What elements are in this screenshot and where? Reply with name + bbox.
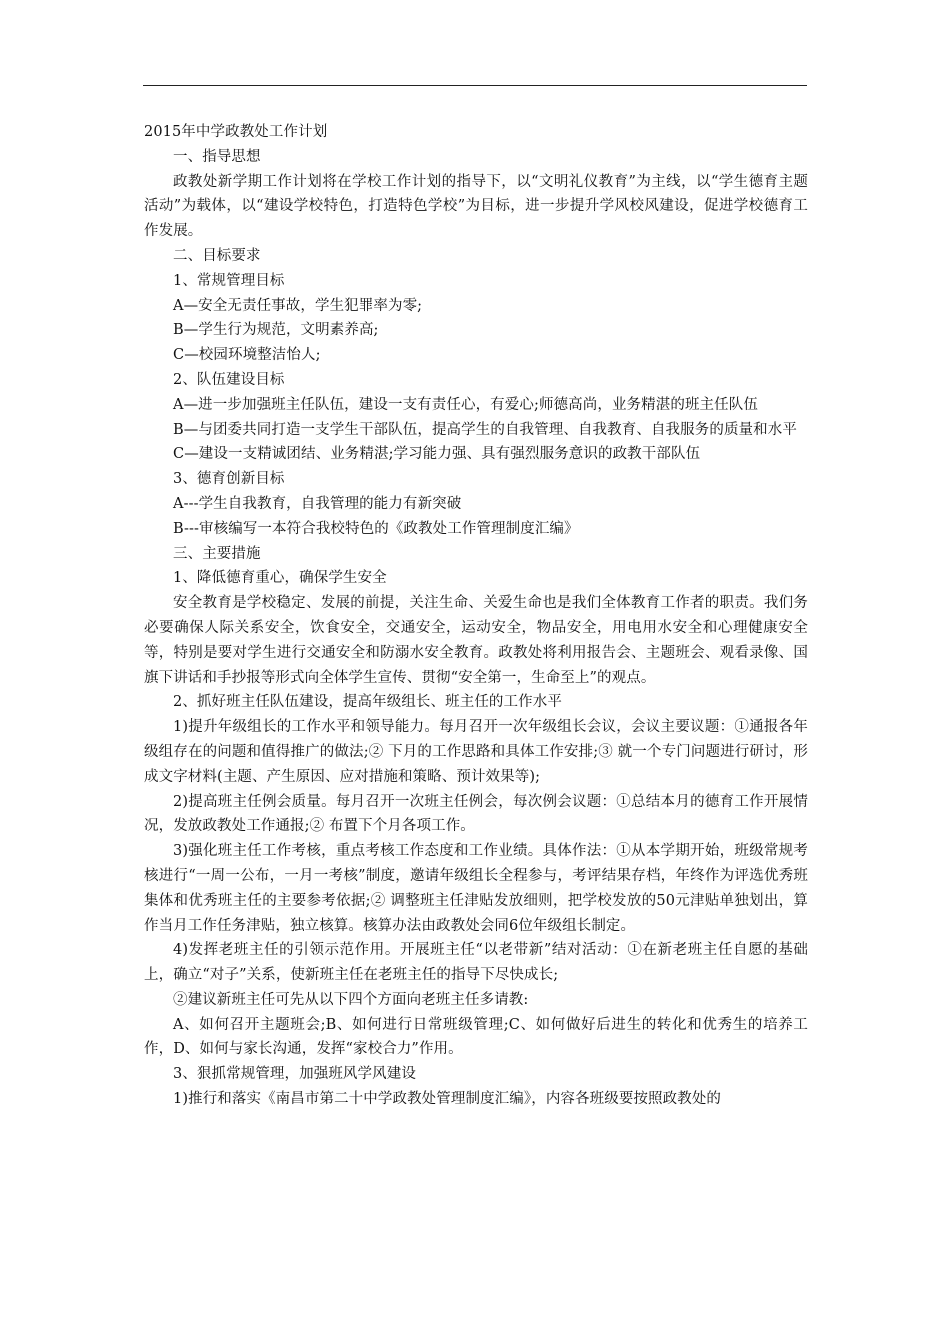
subheading-team-building: 2、队伍建设目标 (173, 371, 285, 388)
list-item: A---学生自我教育，自我管理的能力有新突破 (173, 495, 462, 512)
document-title: 2015年中学政教处工作计划 (144, 124, 328, 140)
paragraph: 政教处新学期工作计划将在学校工作计划的指导下，以“文明礼仪教育”为主线，以“学生德育主题活动”为载体，以“建设学校特色，打造特色学校”为目标，进一步提升学风校风建设，促进学校德育工作发展。 (144, 173, 808, 240)
list-item: B---审核编写一本符合我校特色的《政教处工作管理制度汇编》 (173, 520, 579, 537)
header-rule (143, 85, 807, 86)
document-body (144, 120, 808, 1112)
list-item: C—校园环境整洁怡人; (173, 347, 321, 364)
paragraph: A、如何召开主题班会;B、如何进行日常班级管理;C、如何做好后进生的转化和优秀生的培养工作，D、如何与家长沟通，发挥“家校合力”作用。 (144, 1016, 808, 1058)
paragraph: 1)推行和落实《南昌市第二十中学政教处管理制度汇编》，内容各班级要按照政教处的 (173, 1091, 722, 1108)
list-item: C—建设一支精诚团结、业务精湛;学习能力强、具有强烈服务意识的政教干部队伍 (173, 446, 701, 463)
list-item: B—学生行为规范，文明素养高; (173, 322, 379, 339)
paragraph: 安全教育是学校稳定、发展的前提，关注生命、关爱生命也是我们全体教育工作者的职责。我们务必要确保人际关系安全，饮食安全，交通安全，运动安全，物品安全，用电用水安全和心理健康安全等，特别是要对学生进行交通安全和防溺水安全教育。政教处将利用报告会、主题班会、观看录像、国旗下讲话和手抄报等形式向全体学生宣传、贯彻“安全第一，生命至上”的观点。 (144, 595, 808, 686)
subheading-head-teachers: 2、抓好班主任队伍建设，提高年级组长、班主任的工作水平 (173, 694, 562, 711)
heading-goals: 二、目标要求 (173, 247, 261, 264)
subheading-moral-innovation: 3、德育创新目标 (173, 471, 285, 488)
paragraph: 1)提升年级组长的工作水平和领导能力。每月召开一次年级组长会议，会议主要议题：①通报各年级组存在的问题和值得推广的做法;② 下月的工作思路和具体工作安排;③ 就一个专门问题进行研讨，形成文字材料(主题、产生原因、应对措施和策略、预计效果等); (144, 719, 808, 785)
paragraph: 4)发挥老班主任的引领示范作用。开展班主任“以老带新”结对活动：①在新老班主任自愿的基础上，确立“对子”关系，使新班主任在老班主任的指导下尽快成长; (144, 942, 808, 984)
subheading-routine-style: 3、狠抓常规管理，加强班风学风建设 (173, 1066, 416, 1083)
heading-guiding-ideology: 一、指导思想 (173, 148, 261, 165)
paragraph: 2)提高班主任例会质量。每月召开一次班主任例会，每次例会议题：①总结本月的德育工作开展情况，发放政教处工作通报;② 布置下个月各项工作。 (144, 793, 808, 835)
subheading-safety: 1、降低德育重心，确保学生安全 (173, 570, 387, 587)
subheading-routine-management: 1、常规管理目标 (173, 272, 285, 289)
list-item: A—安全无责任事故，学生犯罪率为零; (173, 297, 423, 314)
list-item: B—与团委共同打造一支学生干部队伍，提高学生的自我管理、自我教育、自我服务的质量和水平 (173, 421, 797, 438)
paragraph: ②建议新班主任可先从以下四个方面向老班主任多请教: (173, 991, 529, 1008)
heading-main-measures: 三、主要措施 (173, 545, 261, 562)
list-item: A—进一步加强班主任队伍，建设一支有责任心，有爱心;师德高尚，业务精湛的班主任队伍 (173, 396, 758, 413)
paragraph: 3)强化班主任工作考核，重点考核工作态度和工作业绩。具体作法：①从本学期开始，班级常规考核进行“一周一公布，一月一考核”制度，邀请年级组长全程参与，考评结果存档，年终作为评选优秀班集体和优秀班主任的主要参考依据;② 调整班主任津贴发放细则，把学校发放的50元津贴单独划出，算作当月工作任务津贴，独立核算。核算办法由政教处会同6位年级组长制定。 (144, 843, 808, 934)
